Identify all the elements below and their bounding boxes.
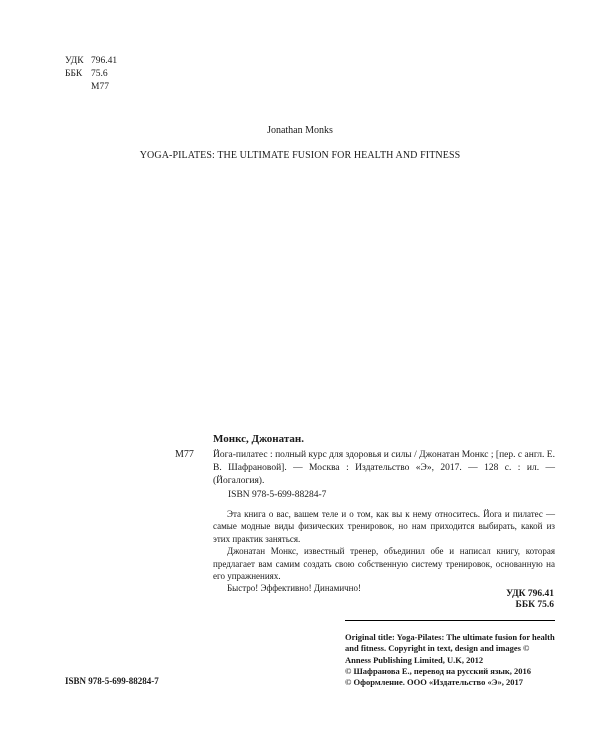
annotation-paragraph: Эта книга о вас, вашем теле и о том, как вы к нему относитесь. Йога и пилатес — самые модные виды физических тренировок, но нам приходится выбирать, какой из этих практик заняться. xyxy=(213,509,555,544)
copyright-block xyxy=(345,632,557,688)
card-isbn: ISBN 978-5-699-88284-7 xyxy=(228,490,327,500)
classification-block xyxy=(65,55,117,94)
divider xyxy=(345,620,555,621)
card-description-text: Йога-пилатес : полный курс для здоровья и силы / Джонатан Монкс ; [пер. с англ. Е. В. Шафрановой]. — Москва : Издательство «Э», 2017. — 128 с. : ил. — (Йогалогия). xyxy=(213,450,555,487)
annotation xyxy=(213,508,555,595)
original-title-note: Original title: Yoga-Pilates: The ultimate fusion for health and fitness. Copyright in text, design and images © Anness Publishing Limited, U.K, 2012 xyxy=(345,632,555,665)
isbn-bottom: ISBN 978-5-699-88284-7 xyxy=(65,676,159,686)
annotation-paragraph: Джонатан Монкс, известный тренер, объединил обе и написал книгу, которая предлагает вам самим создать свою собственную систему тренировок, основанную на его упражнениях. xyxy=(213,546,555,582)
author-code-row xyxy=(65,81,117,94)
udk-label: УДК xyxy=(65,56,84,66)
card-author-heading: Монкс, Джонатан. xyxy=(213,433,304,445)
card-udk: УДК 796.41 xyxy=(506,589,554,599)
card-bbk: ББК 75.6 xyxy=(515,600,554,610)
author-code: М77 xyxy=(91,82,109,92)
original-title: YOGA-PILATES: THE ULTIMATE FUSION FOR HEALTH AND FITNESS xyxy=(139,150,461,161)
bbk-value: 75.6 xyxy=(91,69,108,79)
annotation-paragraph: Быстро! Эффективно! Динамично! xyxy=(227,583,361,594)
card-author-code: М77 xyxy=(175,449,194,460)
translation-copyright: © Шафранова Е., перевод на русский язык, 2016 xyxy=(345,665,532,676)
bbk-label: ББК xyxy=(65,69,83,79)
bbk-row xyxy=(65,68,117,81)
design-copyright: © Оформление. ООО «Издательство «Э», 2017 xyxy=(345,677,523,688)
card-description xyxy=(213,449,555,489)
original-author: Jonathan Monks xyxy=(267,125,333,136)
udk-value: 796.41 xyxy=(91,56,118,66)
udk-row xyxy=(65,55,117,68)
